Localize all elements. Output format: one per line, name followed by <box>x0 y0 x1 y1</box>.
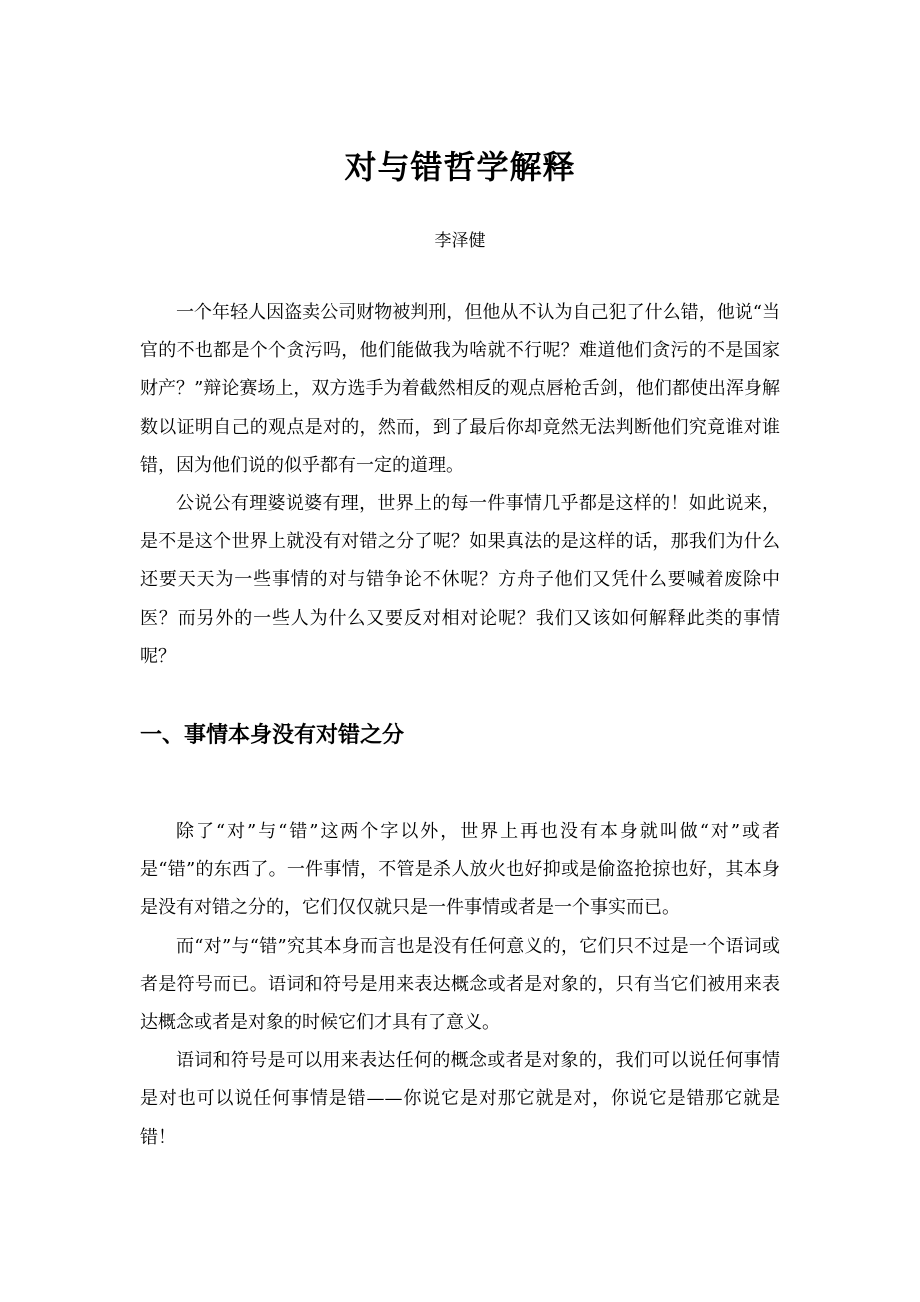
intro-paragraph: 一个年轻人因盗卖公司财物被判刑，但他从不认为自己犯了什么错，他说“当官的不也都是个个贪污吗，他们能做我为啥就不行呢？难道他们贪污的不是国家财产？”辩论赛场上，双方选手为着截然相反的观点唇枪舌剑，他们都使出浑身解数以证明自己的观点是对的，然而，到了最后你却竟然无法判断他们究竟谁对谁错，因为他们说的似乎都有一定的道理。 <box>140 302 780 476</box>
intro-section <box>140 294 780 676</box>
document-title: 对与错哲学解释 <box>344 148 576 186</box>
section-heading: 一、事情本身没有对错之分 <box>140 723 405 748</box>
section-paragraph: 除了“对”与“错”这两个字以外，世界上再也没有本身就叫做“对”或者是“错”的东西了。一件事情，不管是杀人放火也好抑或是偷盗抢掠也好，其本身是没有对错之分的，它们仅仅就只是一件事情或者是一个事实而已。 <box>140 821 780 919</box>
section-body <box>140 813 780 1157</box>
section-paragraph: 而“对”与“错”究其本身而言也是没有任何意义的，它们只不过是一个语词或者是符号而已。语词和符号是用来表达概念或者是对象的，只有当它们被用来表达概念或者是对象的时候它们才具有了意义。 <box>140 935 780 1034</box>
intro-paragraph: 公说公有理婆说婆有理，世界上的每一件事情几乎都是这样的！如此说来，是不是这个世界上就没有对错之分了呢？如果真法的是这样的话，那我们为什么还要天天为一些事情的对与错争论不休呢？方舟子他们又凭什么要喊着废除中医？而另外的一些人为什么又要反对相对论呢？我们又该如何解释此类的事情呢？ <box>140 493 780 667</box>
document-author: 李泽健 <box>434 231 486 251</box>
section-paragraph: 语词和符号是可以用来表达任何的概念或者是对象的，我们可以说任何事情是对也可以说任何事情是错——你说它是对那它就是对，你说它是错那它就是错！ <box>140 1050 780 1148</box>
